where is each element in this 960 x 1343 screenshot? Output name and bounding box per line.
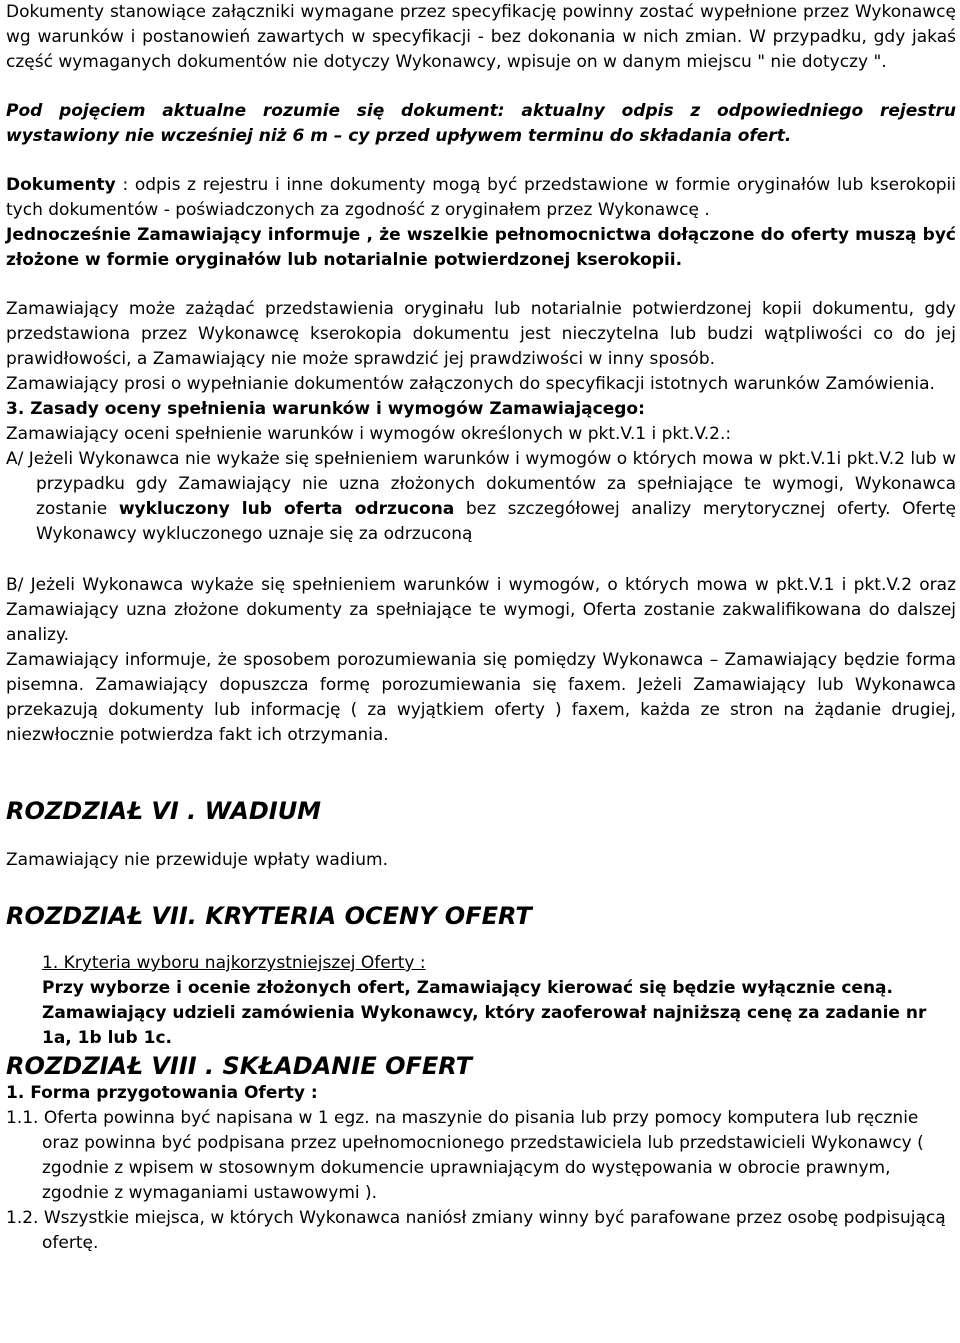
section-3-lead: Zamawiający oceni spełnienie warunków i wymogów określonych w pkt.V.1 i pkt.V.2.: xyxy=(6,424,732,444)
definition-paragraph: Pod pojęciem aktualne rozumie się dokument: aktualny odpis z odpowiedniego rejestru wystawiony nie wcześniej niż 6 m – cy przed upływem terminu do składania ofert. xyxy=(6,101,956,146)
chapter-8-heading: ROZDZIAŁ VIII . SKŁADANIE OFERT xyxy=(6,1052,473,1080)
chapter-8-item-1-1: 1.1. Oferta powinna być napisana w 1 egz. na maszynie do pisania lub przy pomocy komputera lub ręcznie oraz powinna być podpisana przez upełnomocnionego przedstawiciela lub przedstawicieli Wykonawcy ( zgodnie z wpisem w stosownym dokumencie uprawniającym do występowania w obrocie prawnym, zgodnie z wymaganiami ustawowymi ). xyxy=(6,1108,924,1203)
original-request-paragraph: Zamawiający może zażądać przedstawienia oryginału lub notarialnie potwierdzonej kopii dokumentu, gdy przedstawiona przez Wykonawcę kserokopia dokumentu jest nieczytelna lub budzi wątpliwości co do jej prawidłowości, a Zamawiający nie może sprawdzić jej prawdziwości w inny sposób. xyxy=(6,299,956,369)
chapter-8-subheading: 1. Forma przygotowania Oferty : xyxy=(6,1083,318,1103)
documents-text: : odpis z rejestru i inne dokumenty mogą być przedstawione w formie oryginałów lub kserokopii tych dokumentów - poświadczonych za zgodność z oryginałem przez Wykonawcę . xyxy=(6,175,956,220)
item-a-exclusion: wykluczony lub oferta odrzucona xyxy=(118,499,455,519)
intro-paragraph-1: Dokumenty stanowiące załączniki wymagane przez specyfikację powinny zostać wypełnione przez Wykonawcę wg warunków i postanowień zawartych w specyfikacji - bez dokonania w nich zmian. W przypadku, gdy jakaś część wymaganych dokumentów nie dotyczy Wykonawcy, wpisuje on w danym miejscu " nie dotyczy ". xyxy=(6,2,956,72)
criteria-item-1: 1. Kryteria wyboru najkorzystniejszej Oferty : xyxy=(42,953,426,973)
item-a-text-1: A/ Jeżeli Wykonawca nie wykaże się spełnieniem warunków i wymogów o których mowa w pkt.V.1i pkt.V.2 lub w przypadku gdy Zamawiający nie uzna złożonych dokumentów za spełniające te wymogi, Wykonawca zostanie xyxy=(6,449,956,519)
power-of-attorney-paragraph: Jednocześnie Zamawiający informuje , że wszelkie pełnomocnictwa dołączone do oferty muszą być złożone w formie oryginałów lub notarialnie potwierdzonej kserokopii. xyxy=(6,225,956,270)
chapter-8-item-1-2: 1.2. Wszystkie miejsca, w których Wykonawca naniósł zmiany winny być parafowane przez osobę podpisującą ofertę. xyxy=(6,1208,946,1253)
chapter-6-heading: ROZDZIAŁ VI . WADIUM xyxy=(6,797,322,825)
section-3-item-a xyxy=(6,447,956,547)
communication-paragraph: Zamawiający informuje, że sposobem porozumiewania się pomiędzy Wykonawca – Zamawiający będzie forma pisemna. Zamawiający dopuszcza formę porozumiewania się faxem. Jeżeli Zamawiający lub Wykonawca przekazują dokumenty lub informację ( za wyjątkiem oferty ) faxem, każda ze stron na żądanie drugiej, niezwłocznie potwierdza fakt ich otrzymania. xyxy=(6,650,956,745)
item-a-text-2: bez szczegółowej analizy merytorycznej oferty. Ofertę Wykonawcy wykluczonego uznaje się za odrzuconą xyxy=(36,499,957,544)
documents-paragraph xyxy=(6,173,956,223)
criteria-item-1-text: Przy wyborze i ocenie złożonych ofert, Zamawiający kierować się będzie wyłącznie ceną. Zamawiający udzieli zamówienia Wykonawcy, który zaoferował najniższą cenę za zadanie nr 1a, 1b lub 1c. xyxy=(42,978,927,1048)
chapter-7-heading: ROZDZIAŁ VII. KRYTERIA OCENY OFERT xyxy=(6,902,532,930)
documents-label: Dokumenty xyxy=(6,175,116,195)
section-3-item-b: B/ Jeżeli Wykonawca wykaże się spełnieniem warunków i wymogów, o których mowa w pkt.V.1 i pkt.V.2 oraz Zamawiający uzna złożone dokumenty za spełniające te wymogi, Oferta zostanie zakwalifikowana do dalszej analizy. xyxy=(6,575,956,645)
document-page xyxy=(6,0,956,1256)
section-3-heading: 3. Zasady oceny spełnienia warunków i wymogów Zamawiającego: xyxy=(6,399,645,419)
chapter-6-text: Zamawiający nie przewiduje wpłaty wadium. xyxy=(6,850,388,870)
fill-request-paragraph: Zamawiający prosi o wypełnianie dokumentów załączonych do specyfikacji istotnych warunków Zamówienia. xyxy=(6,374,935,394)
